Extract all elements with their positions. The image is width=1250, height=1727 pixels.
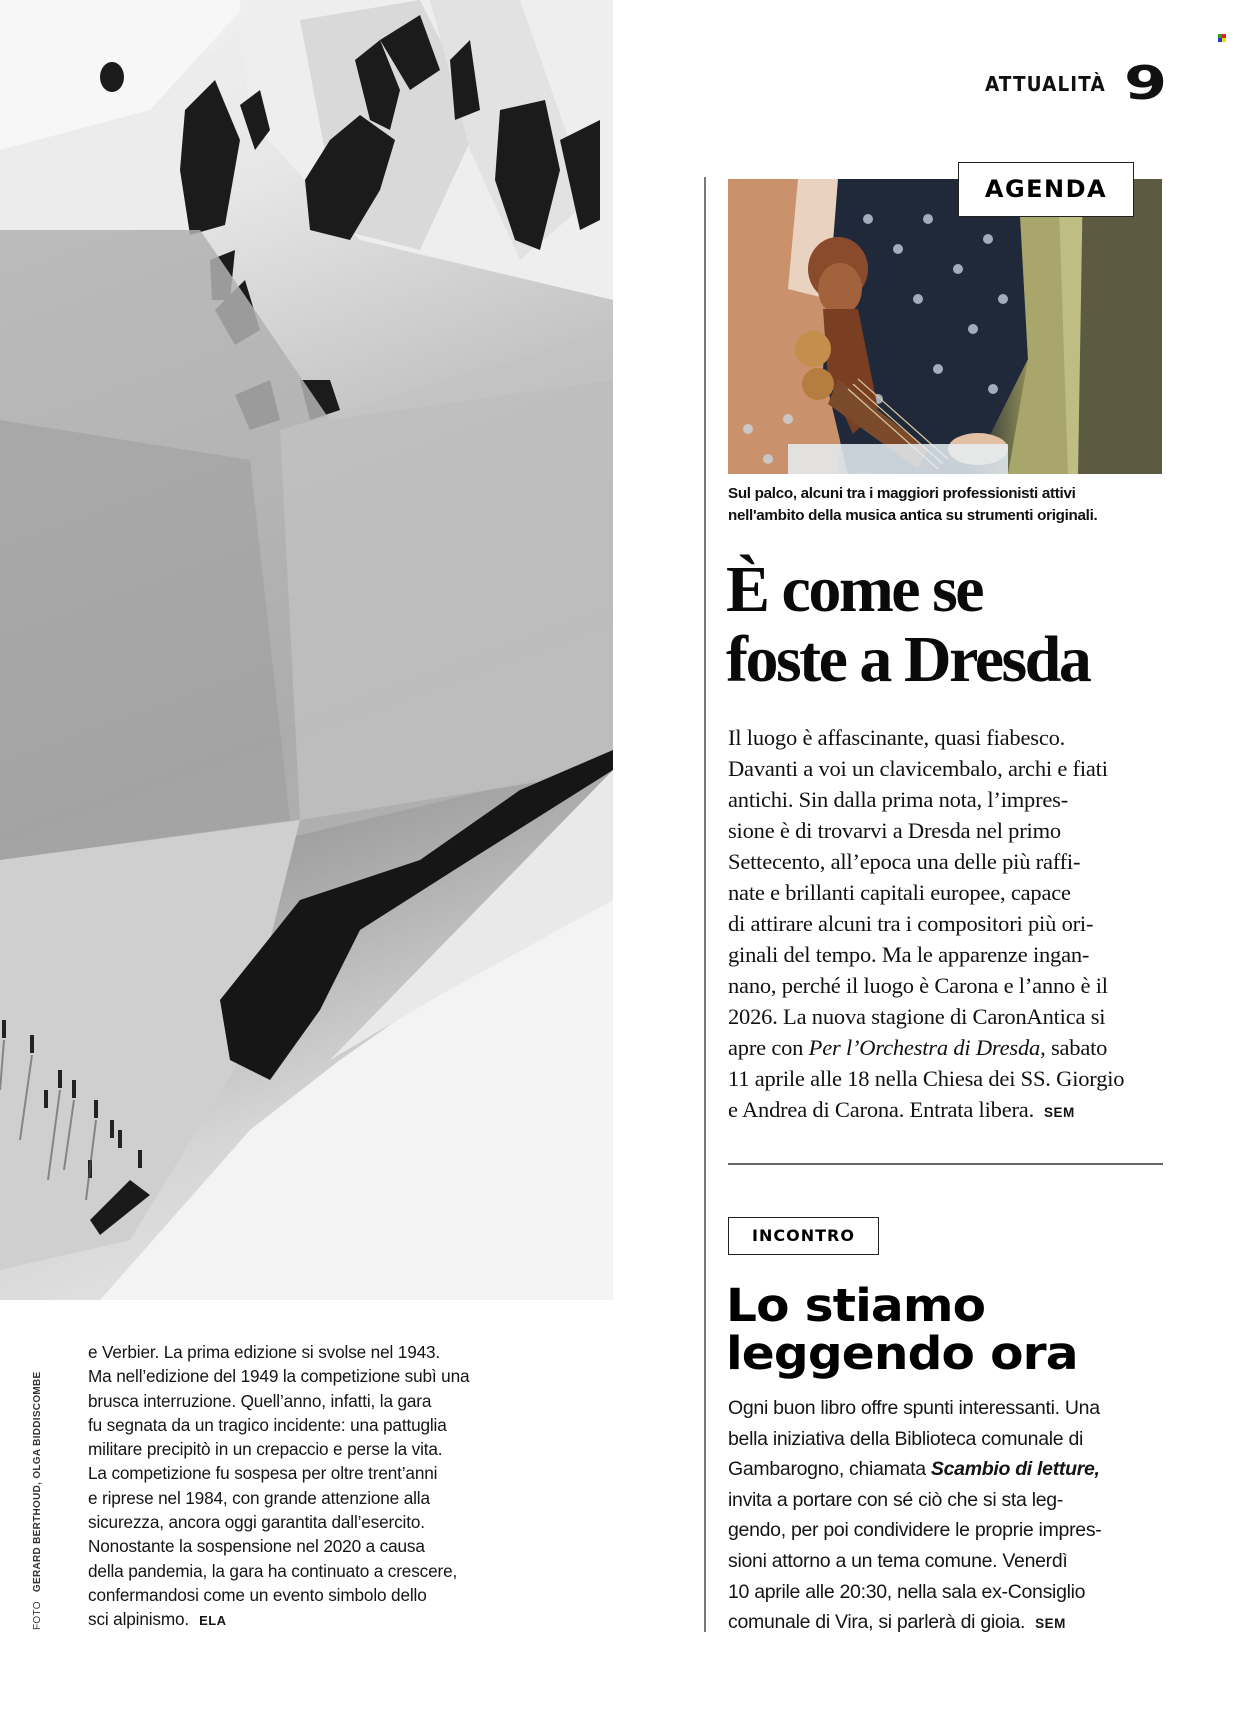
- text-line: ginali del tempo. Ma le apparenze ingan-: [728, 942, 1090, 967]
- mountain-illustration: [0, 0, 613, 1300]
- incontro-body: [728, 1393, 1173, 1640]
- text-line: bella iniziativa della Biblioteca comunale di: [728, 1427, 1084, 1450]
- text-line-last: [88, 1607, 508, 1633]
- text-fragment: e Andrea di Carona. Entrata libera.: [728, 1097, 1034, 1122]
- text-line: sione è di trovarvi a Dresda nel primo: [728, 818, 1061, 843]
- text-fragment: sci alpinismo.: [88, 1609, 190, 1630]
- headline-line: Lo stiamo: [726, 1279, 986, 1332]
- agenda-photo: [728, 179, 1162, 474]
- initiative-title: Scambio di letture,: [930, 1458, 1100, 1481]
- text-line: Il luogo è affascinante, quasi fiabesco.: [728, 725, 1066, 750]
- text-line: sicurezza, ancora oggi garantita dall’esercito.: [88, 1512, 425, 1533]
- text-line: Nonostante la sospensione nel 2020 a causa: [88, 1536, 425, 1557]
- headline-line: foste a Dresda: [726, 623, 1090, 696]
- text-line: Davanti a voi un clavicembalo, archi e fiati: [728, 756, 1108, 781]
- text-fragment: sabato: [1045, 1035, 1108, 1060]
- text-fragment: Gambarogno, chiamata: [728, 1458, 931, 1481]
- event-title: Per l’Orchestra di Dresda,: [808, 1035, 1046, 1060]
- agenda-body: [728, 722, 1168, 1128]
- musician-illustration: [728, 179, 1162, 474]
- author-signature: ELA: [199, 1613, 227, 1629]
- author-signature: SEM: [1044, 1105, 1075, 1120]
- text-line: La competizione fu sospesa per oltre trent’anni: [88, 1463, 438, 1484]
- text-line: gendo, per poi condividere le proprie impres-: [728, 1519, 1102, 1542]
- section-label: ATTUALITÀ: [985, 72, 1106, 96]
- incontro-tag: INCONTRO: [728, 1217, 879, 1255]
- headline-line: È come se: [726, 553, 983, 626]
- text-line: invita a portare con sé ciò che si sta leg-: [728, 1488, 1064, 1511]
- agenda-tag: AGENDA: [958, 162, 1134, 217]
- text-line: fu segnata da un tragico incidente: una pattuglia: [88, 1414, 447, 1435]
- text-line: confermandosi come un evento simbolo dello: [88, 1584, 427, 1605]
- text-line: Ogni buon libro offre spunti interessanti. Una: [728, 1397, 1100, 1419]
- text-line: 11 aprile alle 18 nella Chiesa dei SS. Giorgio: [728, 1066, 1125, 1091]
- caption-line: Sul palco, alcuni tra i maggiori professionisti attivi: [728, 485, 1076, 502]
- photo-caption: [728, 483, 1168, 526]
- text-line-last: [728, 1094, 1168, 1128]
- text-line: [728, 1454, 1173, 1485]
- section-divider: [728, 1163, 1163, 1165]
- text-line: brusca interruzione. Quell’anno, infatti, la gara: [88, 1390, 432, 1411]
- photo-credit-names: GERARD BERTHOUD, OLGA BIDDISCOMBE: [32, 1371, 43, 1593]
- text-line: 2026. La nuova stagione di CaronAntica si: [728, 1004, 1106, 1029]
- text-line: e riprese nel 1984, con grande attenzione alla: [88, 1487, 430, 1508]
- mountain-photo: [0, 0, 613, 1300]
- text-line: Settecento, all’epoca una delle più raffi-: [728, 849, 1081, 874]
- left-article-body: [88, 1340, 508, 1634]
- text-line: della pandemia, la gara ha continuato a crescere,: [88, 1560, 458, 1581]
- text-line: antichi. Sin dalla prima nota, l’impres-: [728, 787, 1069, 812]
- column-divider: [704, 177, 706, 1632]
- text-line: militare precipitò in un crepaccio e perse la vita.: [88, 1439, 443, 1460]
- page-number: 9: [1124, 56, 1168, 110]
- text-fragment: comunale di Vira, si parlerà di gioia.: [728, 1611, 1026, 1634]
- author-signature: SEM: [1035, 1616, 1066, 1632]
- text-line: sioni attorno a un tema comune. Venerdì: [728, 1549, 1068, 1572]
- text-line: nate e brillanti capitali europee, capace: [728, 880, 1071, 905]
- text-fragment: apre con: [728, 1035, 809, 1060]
- print-color-mark-icon: [1218, 34, 1226, 42]
- photo-credit: [32, 1371, 43, 1630]
- agenda-headline: [726, 555, 1166, 695]
- headline-line: leggendo ora: [726, 1327, 1078, 1380]
- text-line: 10 aprile alle 20:30, nella sala ex-Consiglio: [728, 1580, 1086, 1603]
- text-line-last: [728, 1607, 1173, 1640]
- text-line: nano, perché il luogo è Carona e l’anno è il: [728, 973, 1108, 998]
- photo-credit-label: FOTO: [32, 1601, 43, 1630]
- text-line: Ma nell’edizione del 1949 la competizione subì una: [88, 1366, 470, 1387]
- caption-line: nell'ambito della musica antica su strumenti originali.: [728, 506, 1098, 524]
- text-line: [728, 1032, 1168, 1063]
- text-line: e Verbier. La prima edizione si svolse nel 1943.: [88, 1342, 441, 1362]
- text-line: di attirare alcuni tra i compositori più ori-: [728, 911, 1094, 936]
- incontro-headline: [726, 1279, 1176, 1380]
